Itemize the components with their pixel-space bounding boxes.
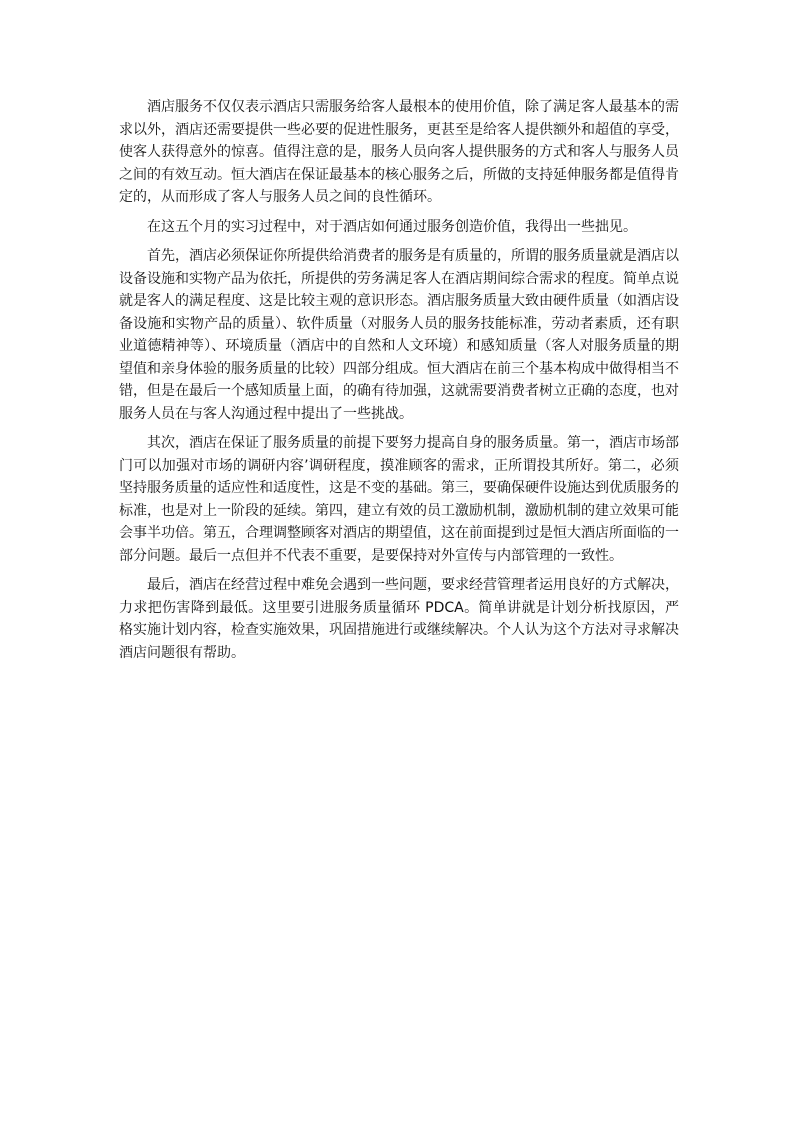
paragraph-service-value: 酒店服务不仅仅表示酒店只需服务给客人最根本的使用价值，除了满足客人最基本的需求以外，酒店还需要提供一些必要的促进性服务，更甚至是给客人提供额外和超值的享受，使客人获得意外的惊喜。值得注意的是，服务人员向客人提供服务的方式和客人与服务人员之间的有效互动。恒大酒店在保证最基本的核心服务之后，所做的支持延伸服务都是值得肯定的，从而形成了客人与服务人员之间的良性循环。 bbox=[119, 99, 679, 205]
paragraph-last-pdca: 最后，酒店在经营过程中难免会遇到一些问题，要求经营管理者运用良好的方式解决，力求把伤害降到最低。这里要引进服务质量循环 PDCA。简单讲就是计划分析找原因，严格实施计划内容，检查实施效果，巩固措施进行或继续解决。个人认为这个方法对寻求解决酒店问题很有帮助。 bbox=[119, 577, 679, 661]
paragraph-internship-intro: 在这五个月的实习过程中，对于酒店如何通过服务创造价值，我得出一些拙见。 bbox=[147, 218, 637, 235]
paragraph-second-improvement: 其次，酒店在保证了服务质量的前提下要努力提高自身的服务质量。第一，酒店市场部门可以加强对市场的调研内容’调研程度，摸准顾客的需求，正所谓投其所好。第二，必须坚持服务质量的适应性和适度性，这是不变的基础。第三，要确保硬件设施达到优质服务的标准，也是对上一阶段的延续。第四，建立有效的员工激励机制，激励机制的建立效果可能会事半功倍。第五，合理调整顾客对酒店的期望值，这在前面提到过是恒大酒店所面临的一部分问题。最后一点但并不代表不重要，是要保持对外宣传与内部管理的一致性。 bbox=[119, 435, 679, 564]
document-body bbox=[119, 96, 679, 671]
paragraph-first-quality: 首先，酒店必须保证你所提供给消费者的服务是有质量的，所谓的服务质量就是酒店以设备设施和实物产品为依托，所提供的劳务满足客人在酒店期间综合需求的程度。简单点说就是客人的满足程度、这是比较主观的意识形态。酒店服务质量大致由硬件质量（如酒店设备设施和实物产品的质量）、软件质量（对服务人员的服务技能标准，劳动者素质，还有职业道德精神等）、环境质量（酒店中的自然和人文环境）和感知质量（客人对服务质量的期望值和亲身体验的服务质量的比较）四部分组成。恒大酒店在前三个基本构成中做得相当不错，但是在最后一个感知质量上面，的确有待加强，这就需要消费者树立正确的态度，也对服务人员在与客人沟通过程中提出了一些挑战。 bbox=[119, 248, 679, 422]
